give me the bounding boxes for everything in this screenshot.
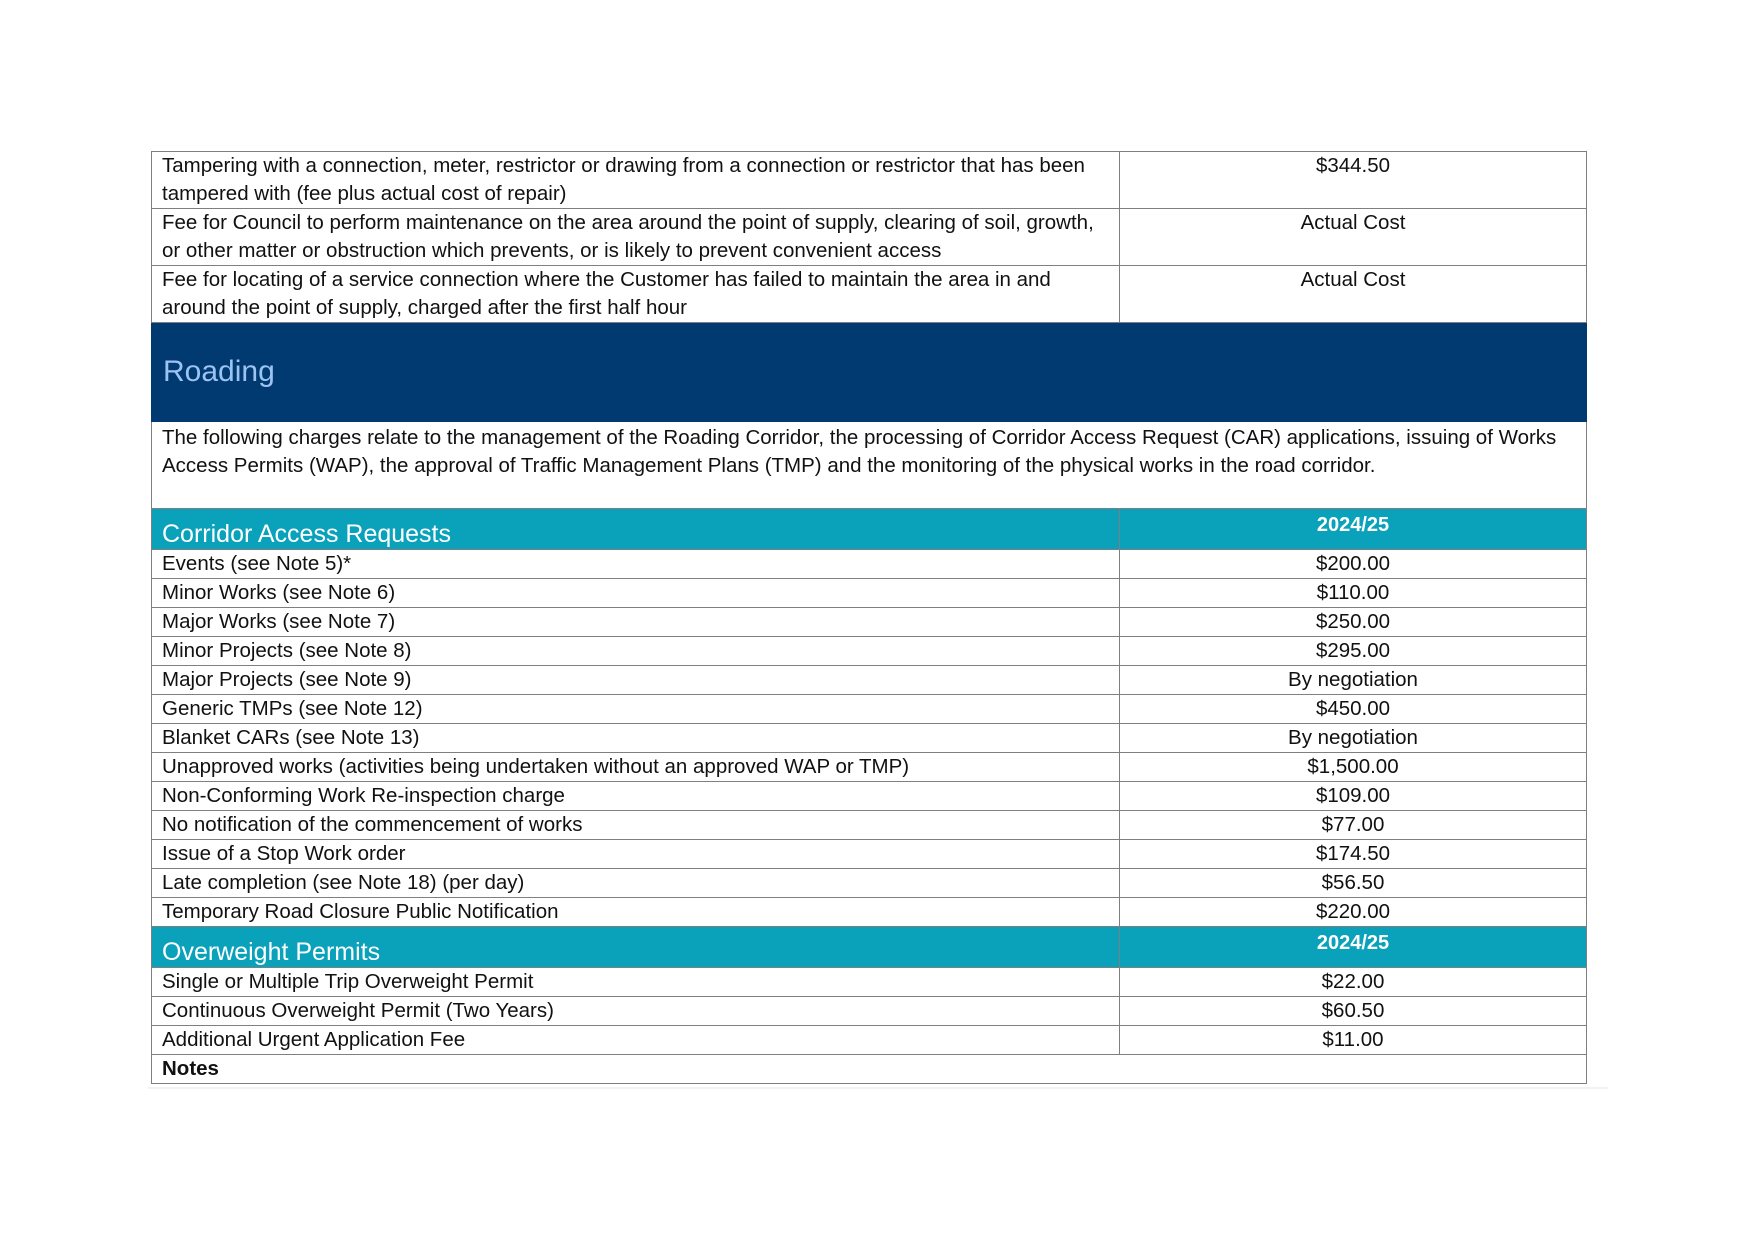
table-row bbox=[152, 1026, 1587, 1055]
fee-amount: $22.00 bbox=[1120, 968, 1587, 997]
table-row bbox=[152, 782, 1587, 811]
roading-intro-text: The following charges relate to the management of the Roading Corridor, the processing of Corridor Access Request (CAR) applications, issuing of Works Access Permits (WAP), the approval of Traffic Management Plans (TMP) and the monitoring of the physical works in the road corridor. bbox=[152, 422, 1587, 509]
table-row bbox=[152, 209, 1587, 266]
table-row bbox=[152, 579, 1587, 608]
table-row bbox=[152, 869, 1587, 898]
roading-title: Roading bbox=[152, 323, 1587, 422]
corridor-access-title: Corridor Access Requests bbox=[152, 509, 1120, 550]
roading-intro-row bbox=[152, 422, 1587, 509]
fee-amount: $77.00 bbox=[1120, 811, 1587, 840]
table-row bbox=[152, 997, 1587, 1026]
table-row bbox=[152, 666, 1587, 695]
table-row bbox=[152, 550, 1587, 579]
table-row bbox=[152, 968, 1587, 997]
fee-amount: Actual Cost bbox=[1120, 266, 1587, 323]
fee-amount: $109.00 bbox=[1120, 782, 1587, 811]
table-row bbox=[152, 608, 1587, 637]
fee-description: Minor Projects (see Note 8) bbox=[152, 637, 1120, 666]
fee-description: Blanket CARs (see Note 13) bbox=[152, 724, 1120, 753]
fee-amount: $220.00 bbox=[1120, 898, 1587, 927]
fee-amount: By negotiation bbox=[1120, 666, 1587, 695]
table-row bbox=[152, 724, 1587, 753]
fee-amount: $110.00 bbox=[1120, 579, 1587, 608]
notes-row bbox=[152, 1055, 1587, 1084]
table-row bbox=[152, 840, 1587, 869]
fee-description: No notification of the commencement of works bbox=[152, 811, 1120, 840]
table-row bbox=[152, 811, 1587, 840]
fee-description: Minor Works (see Note 6) bbox=[152, 579, 1120, 608]
fee-description: Unapproved works (activities being undertaken without an approved WAP or TMP) bbox=[152, 753, 1120, 782]
notes-label: Notes bbox=[152, 1055, 1587, 1084]
corridor-access-year: 2024/25 bbox=[1120, 509, 1587, 550]
fee-amount: $174.50 bbox=[1120, 840, 1587, 869]
fee-amount: $1,500.00 bbox=[1120, 753, 1587, 782]
table-row bbox=[152, 753, 1587, 782]
fee-description: Single or Multiple Trip Overweight Permit bbox=[152, 968, 1120, 997]
table-row bbox=[152, 898, 1587, 927]
fee-amount: $295.00 bbox=[1120, 637, 1587, 666]
fee-description: Non-Conforming Work Re-inspection charge bbox=[152, 782, 1120, 811]
fee-amount: $11.00 bbox=[1120, 1026, 1587, 1055]
overweight-permits-header bbox=[152, 927, 1587, 968]
roading-section-header bbox=[152, 323, 1587, 422]
table-row bbox=[152, 637, 1587, 666]
table-row bbox=[152, 266, 1587, 323]
fee-schedule-page bbox=[151, 151, 1586, 1084]
fee-description: Additional Urgent Application Fee bbox=[152, 1026, 1120, 1055]
fee-amount: Actual Cost bbox=[1120, 209, 1587, 266]
fee-description: Major Works (see Note 7) bbox=[152, 608, 1120, 637]
overweight-permits-title: Overweight Permits bbox=[152, 927, 1120, 968]
fee-table bbox=[151, 151, 1587, 1084]
fee-description: Issue of a Stop Work order bbox=[152, 840, 1120, 869]
fee-description: Tampering with a connection, meter, restrictor or drawing from a connection or restrictor that has been tampered with (fee plus actual cost of repair) bbox=[152, 152, 1120, 209]
fee-description: Continuous Overweight Permit (Two Years) bbox=[152, 997, 1120, 1026]
fee-description: Late completion (see Note 18) (per day) bbox=[152, 869, 1120, 898]
fee-description: Fee for locating of a service connection where the Customer has failed to maintain the area in and around the point of supply, charged after the first half hour bbox=[152, 266, 1120, 323]
fee-amount: $250.00 bbox=[1120, 608, 1587, 637]
corridor-access-header bbox=[152, 509, 1587, 550]
fee-description: Fee for Council to perform maintenance on the area around the point of supply, clearing of soil, growth, or other matter or obstruction which prevents, or is likely to prevent convenient access bbox=[152, 209, 1120, 266]
fee-amount: $56.50 bbox=[1120, 869, 1587, 898]
fee-amount: $344.50 bbox=[1120, 152, 1587, 209]
fee-description: Events (see Note 5)* bbox=[152, 550, 1120, 579]
fee-amount: $200.00 bbox=[1120, 550, 1587, 579]
page-bottom-rule bbox=[148, 1087, 1608, 1089]
fee-amount: $450.00 bbox=[1120, 695, 1587, 724]
fee-amount: By negotiation bbox=[1120, 724, 1587, 753]
table-row bbox=[152, 695, 1587, 724]
fee-description: Temporary Road Closure Public Notification bbox=[152, 898, 1120, 927]
fee-amount: $60.50 bbox=[1120, 997, 1587, 1026]
fee-description: Major Projects (see Note 9) bbox=[152, 666, 1120, 695]
fee-description: Generic TMPs (see Note 12) bbox=[152, 695, 1120, 724]
table-row bbox=[152, 152, 1587, 209]
overweight-permits-year: 2024/25 bbox=[1120, 927, 1587, 968]
